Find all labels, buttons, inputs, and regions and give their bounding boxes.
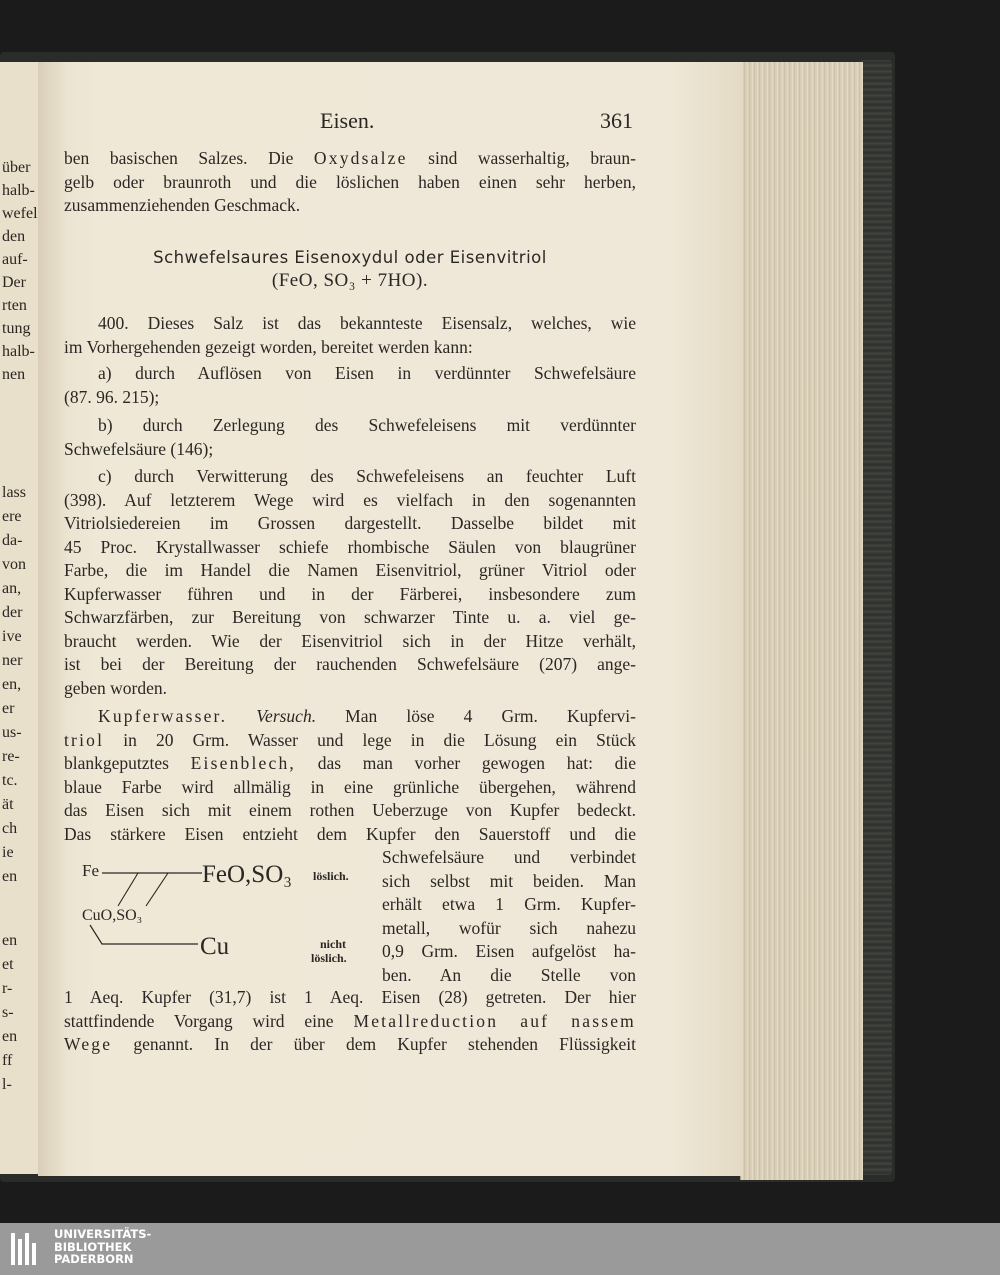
kupfer-line-2-rest: in 20 Grm. Wasser und lege in die Lösung ein Stück — [123, 729, 636, 750]
intro-line-3: zusammenziehenden Geschmack. — [64, 195, 301, 215]
diagram-product-bottom: Cu — [200, 933, 230, 960]
item-b-line-2: Schwefelsäure (146); — [64, 438, 214, 459]
prev-page-fragment: ive — [2, 628, 22, 645]
term-kupferwasser: Kupferwasser. — [98, 706, 228, 726]
prev-page-fragment: ere — [2, 508, 22, 525]
diagram-line-cu — [90, 925, 198, 944]
prev-page-fragment: lass — [2, 484, 26, 501]
section-heading — [64, 246, 636, 292]
prev-page-fragment: re- — [2, 748, 20, 765]
prev-page-fragment: en — [2, 868, 18, 885]
item-c-line-4: 45 Proc. Krystallwasser schiefe rhombische Säulen von blaugrüner — [64, 536, 636, 557]
prev-page-fragment: nen — [2, 366, 26, 383]
item-a-line-1: a) durch Auflösen von Eisen in verdünnter Schwefelsäure — [98, 363, 636, 383]
item-a-line-2: (87. 96. 215); — [64, 386, 160, 407]
prev-page-fragment: von — [2, 556, 26, 573]
diagram-note-bottom-2: löslich. — [311, 951, 347, 965]
kupfer-line-2 — [64, 729, 636, 753]
item-c-line-3: Vitriolsiedereien im Grossen dargestellt. Dasselbe bildet mit — [64, 513, 636, 533]
term-oxydsalze: Oxydsalze — [313, 148, 408, 168]
term-wege: Wege — [64, 1034, 113, 1054]
prev-page-fragment: l- — [2, 1076, 12, 1093]
kupfer-line-3-pre: blankgeputztes — [64, 753, 169, 773]
item-c-line-9: ist bei der Bereitung der rauchenden Schwefelsäure (207) ange- — [64, 654, 636, 674]
intro-paragraph — [64, 147, 636, 218]
kupfer-continuation — [64, 986, 636, 1057]
after-line-2 — [64, 1010, 636, 1034]
prev-page-fragment: s- — [2, 1004, 14, 1021]
para400-line-2: im Vorhergehenden gezeigt worden, bereitet werden kann: — [64, 336, 473, 357]
item-c-line-1: c) durch Verwitterung des Schwefeleisens an feuchter Luft — [98, 466, 636, 486]
prev-page-fragment: Der — [2, 274, 26, 291]
item-c — [64, 465, 636, 700]
intro-line-1-c: sind wasserhaltig, braun- — [407, 148, 636, 168]
diagram-product-top: FeO,SO₃ — [202, 861, 292, 888]
term-metallreduction: Metallreduction auf nassem — [353, 1010, 636, 1031]
after-line-1: 1 Aeq. Kupfer (31,7) ist 1 Aeq. Eisen (28) getreten. Der hier — [64, 987, 636, 1007]
side-line-4: metall, wofür sich nahezu — [382, 917, 636, 938]
item-c-line-2: (398). Auf letzterem Wege wird es vielfach in den sogenannten — [64, 489, 636, 510]
kupfer-side-text — [382, 846, 636, 987]
item-c-line-6: Kupferwasser führen und in der Färberei, insbesondere zum — [64, 583, 636, 604]
kupfer-line-6: Das stärkere Eisen entzieht dem Kupfer den Sauerstoff und die — [64, 823, 636, 844]
prev-page-fragment: ch — [2, 820, 18, 837]
diagram-note-bottom-1: nicht — [320, 937, 347, 951]
reaction-diagram — [80, 858, 380, 968]
library-name — [54, 1228, 151, 1266]
prev-page-fragment: en — [2, 932, 18, 949]
diagram-line-cross-2 — [146, 873, 168, 906]
prev-page-fragment: halb- — [2, 343, 35, 360]
prev-page-fragment: ät — [2, 796, 14, 813]
kupfer-line-5: das Eisen sich mit einem rothen Ueberzuge von Kupfer bedeckt. — [64, 800, 636, 820]
term-vitriol: triol — [64, 729, 105, 750]
prev-page-fragment: halb- — [2, 182, 35, 199]
kupfer-line-4: blaue Farbe wird allmälig in eine grünliche übergehen, während — [64, 776, 636, 797]
prev-page-fragment: über — [2, 159, 31, 176]
after-line-2-pre: stattfindende Vorgang wird eine — [64, 1010, 334, 1031]
library-name-line-1: UNIVERSITÄTS- — [54, 1227, 152, 1241]
prev-page-fragment: ner — [2, 652, 23, 669]
book-spine — [860, 60, 892, 1175]
after-line-3-rest: genannt. In der über dem Kupfer stehenden Flüssigkeit — [133, 1034, 637, 1054]
prev-page-fragment: r- — [2, 980, 13, 997]
intro-line-2: gelb oder braunroth und die löslichen haben einen sehr herben, — [64, 171, 636, 192]
intro-line-1 — [64, 147, 636, 171]
prev-page-fragment: en — [2, 1028, 18, 1045]
prev-page-fragment: ff — [2, 1052, 13, 1069]
side-line-2: sich selbst mit beiden. Man — [382, 870, 636, 891]
page-number: 361 — [600, 108, 633, 133]
item-c-line-10: geben worden. — [64, 677, 168, 698]
side-line-5: 0,9 Grm. Eisen aufgelöst ha- — [382, 941, 636, 961]
section-title: Schwefelsaures Eisenoxydul oder Eisenvitriol — [153, 248, 547, 267]
running-header: Eisen. — [320, 108, 375, 133]
prev-page-fragment: tung — [2, 320, 31, 337]
prev-page-fragment: tc. — [2, 772, 18, 789]
term-versuch: Versuch. — [256, 706, 317, 726]
item-b-line-1: b) durch Zerlegung des Schwefeleisens mit verdünnter — [98, 415, 636, 435]
prev-page-fragment: wefel — [2, 205, 38, 222]
library-name-line-2: BIBLIOTHEK — [54, 1239, 132, 1254]
diagram-line-cross-1 — [118, 873, 138, 906]
section-formula: (FeO, SO₃ + 7HO). — [271, 270, 429, 291]
kupfer-line-3-rest: das man vorher gewogen hat: die — [317, 753, 637, 773]
prev-page-fragment: auf- — [2, 251, 28, 268]
prev-page-fragment: ie — [2, 844, 14, 861]
library-name-line-3: PADERBORN — [54, 1252, 134, 1266]
paragraph-400 — [64, 312, 636, 359]
para400-line-1: 400. Dieses Salz ist das bekannteste Eisensalz, welches, wie — [98, 313, 636, 333]
prev-page-fragment: rten — [2, 297, 27, 314]
diagram-note-top: löslich. — [313, 869, 349, 883]
kupfer-paragraph — [64, 705, 636, 846]
prev-page-fragment: der — [2, 604, 23, 621]
item-c-line-8: braucht werden. Wie der Eisenvitriol sich in der Hitze verhält, — [64, 630, 636, 651]
diagram-cuo-so3: CuO,SO₃ — [82, 907, 143, 924]
intro-line-1-a: ben basischen Salzes. Die — [64, 148, 314, 168]
prev-page-fragment: da- — [2, 532, 23, 549]
after-line-3 — [64, 1033, 636, 1057]
prev-page-fragment: et — [2, 956, 14, 973]
side-line-1: Schwefelsäure und verbindet — [382, 847, 636, 867]
prev-page-fragment: us- — [2, 724, 22, 741]
prev-page-fragment: an, — [2, 580, 22, 597]
library-logo-icon — [8, 1229, 48, 1269]
kupfer-line-1-rest: Man löse 4 Grm. Kupfervi- — [345, 706, 636, 726]
kupfer-line-3 — [64, 752, 636, 776]
item-b — [64, 414, 636, 461]
side-line-3: erhält etwa 1 Grm. Kupfer- — [382, 894, 636, 914]
prev-page-fragment: er — [2, 700, 15, 717]
side-line-6: ben. An die Stelle von — [382, 964, 636, 985]
kupfer-line-1 — [64, 705, 636, 729]
diagram-fe: Fe — [82, 861, 99, 880]
prev-page-fragment: den — [2, 228, 26, 245]
term-eisenblech: Eisenblech, — [190, 753, 297, 773]
item-c-line-7: Schwarzfärben, zur Bereitung von schwarzer Tinte u. a. viel ge- — [64, 607, 636, 627]
item-a — [64, 362, 636, 409]
item-c-line-5: Farbe, die im Handel die Namen Eisenvitriol, grüner Vitriol oder — [64, 560, 636, 580]
prev-page-fragment: en, — [2, 676, 22, 693]
previous-page-edge — [0, 62, 38, 1174]
page-edges — [740, 62, 863, 1180]
